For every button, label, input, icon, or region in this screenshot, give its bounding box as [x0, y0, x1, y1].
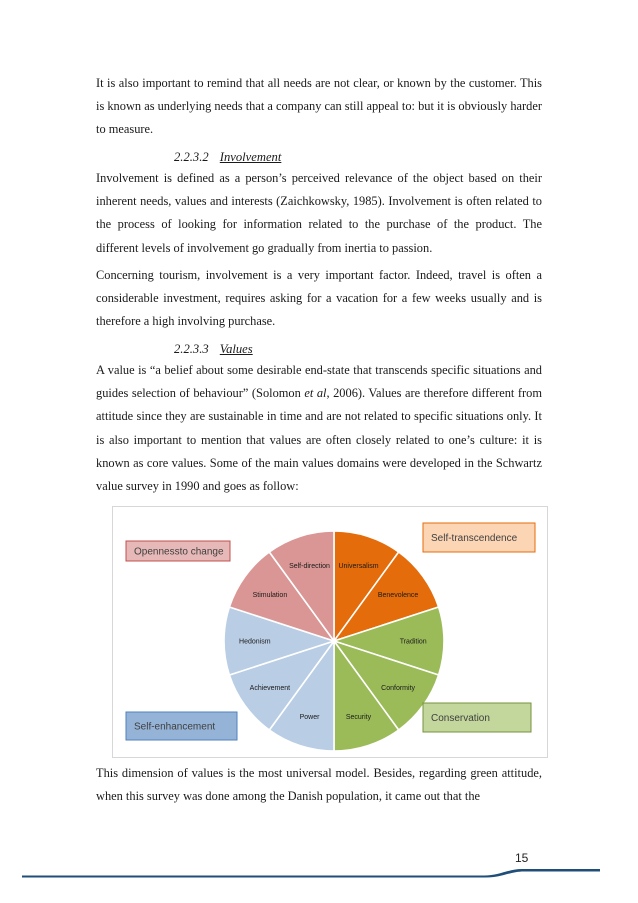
text-segment: , 2006). Values are therefore different from attitude since they are sustainable in time and are not related to specific situations only. It is also important to mention that values are often closely related to one’s culture: it is known as core values. Some of the main values domains were developed in the Schwartz value survey in 1990 and goes as follow: [96, 386, 542, 494]
heading-number: 2.2.3.2 [174, 150, 209, 164]
footer-rule [22, 866, 602, 880]
group-label: Opennessto change [134, 546, 224, 558]
heading-values [174, 342, 253, 357]
heading-number: 2.2.3.3 [174, 342, 209, 356]
paragraph-tourism-involvement: Concerning tourism, involvement is a very important factor. Indeed, travel is often a considerable investment, requires asking for a vacation for a few weeks usually and is therefore a high involving purchase. [96, 268, 542, 329]
pie-slice-label: Universalism [338, 563, 379, 571]
pie-slice-label: Security [345, 713, 372, 721]
group-label: Self-transcendence [431, 533, 518, 544]
schwartz-pie-chart [113, 507, 547, 757]
pie-slice-label: Benevolence [377, 591, 419, 599]
group-label: Self-enhancement [134, 721, 216, 733]
pie-slice-label: Tradition [399, 638, 427, 646]
paragraph-universal-model: This dimension of values is the most universal model. Besides, regarding green attitude, when this survey was done among the Danish population, it came out that the [96, 766, 542, 804]
pie-slice-label: Stimulation [252, 591, 288, 599]
heading-title: Values [219, 342, 253, 356]
pie-slice-label: Self-direction [289, 563, 330, 571]
text-segment: A value is “a belief about some desirable end-state that transcends specific situations and guides selection of behaviour” (Solomon [96, 363, 542, 401]
heading-involvement [174, 150, 281, 165]
pie-slice-label: Achievement [249, 685, 291, 693]
schwartz-values-figure [112, 506, 548, 758]
paragraph-values-definition [96, 359, 542, 498]
pie-slice-label: Power [299, 713, 320, 721]
text-italic: et al [304, 386, 327, 401]
paragraph-underlying-needs: It is also important to remind that all needs are not clear, or known by the customer. This is known as underlying needs that a company can still appeal to: but it is obviously harder to measure. [96, 76, 542, 137]
page-number: 15 [515, 851, 529, 865]
pie-slice-label: Conformity [381, 685, 416, 693]
group-label: Conservation [431, 713, 490, 724]
heading-title: Involvement [219, 150, 282, 164]
pie-slice-label: Hedonism [239, 638, 271, 646]
paragraph-involvement-definition: Involvement is defined as a person’s perceived relevance of the object based on their inherent needs, values and interests (Zaichkowsky, 1985). Involvement is often related to the process of looking for information related to the purchase of the product. The different levels of involvement go gradually from inertia to passion. [96, 171, 542, 255]
